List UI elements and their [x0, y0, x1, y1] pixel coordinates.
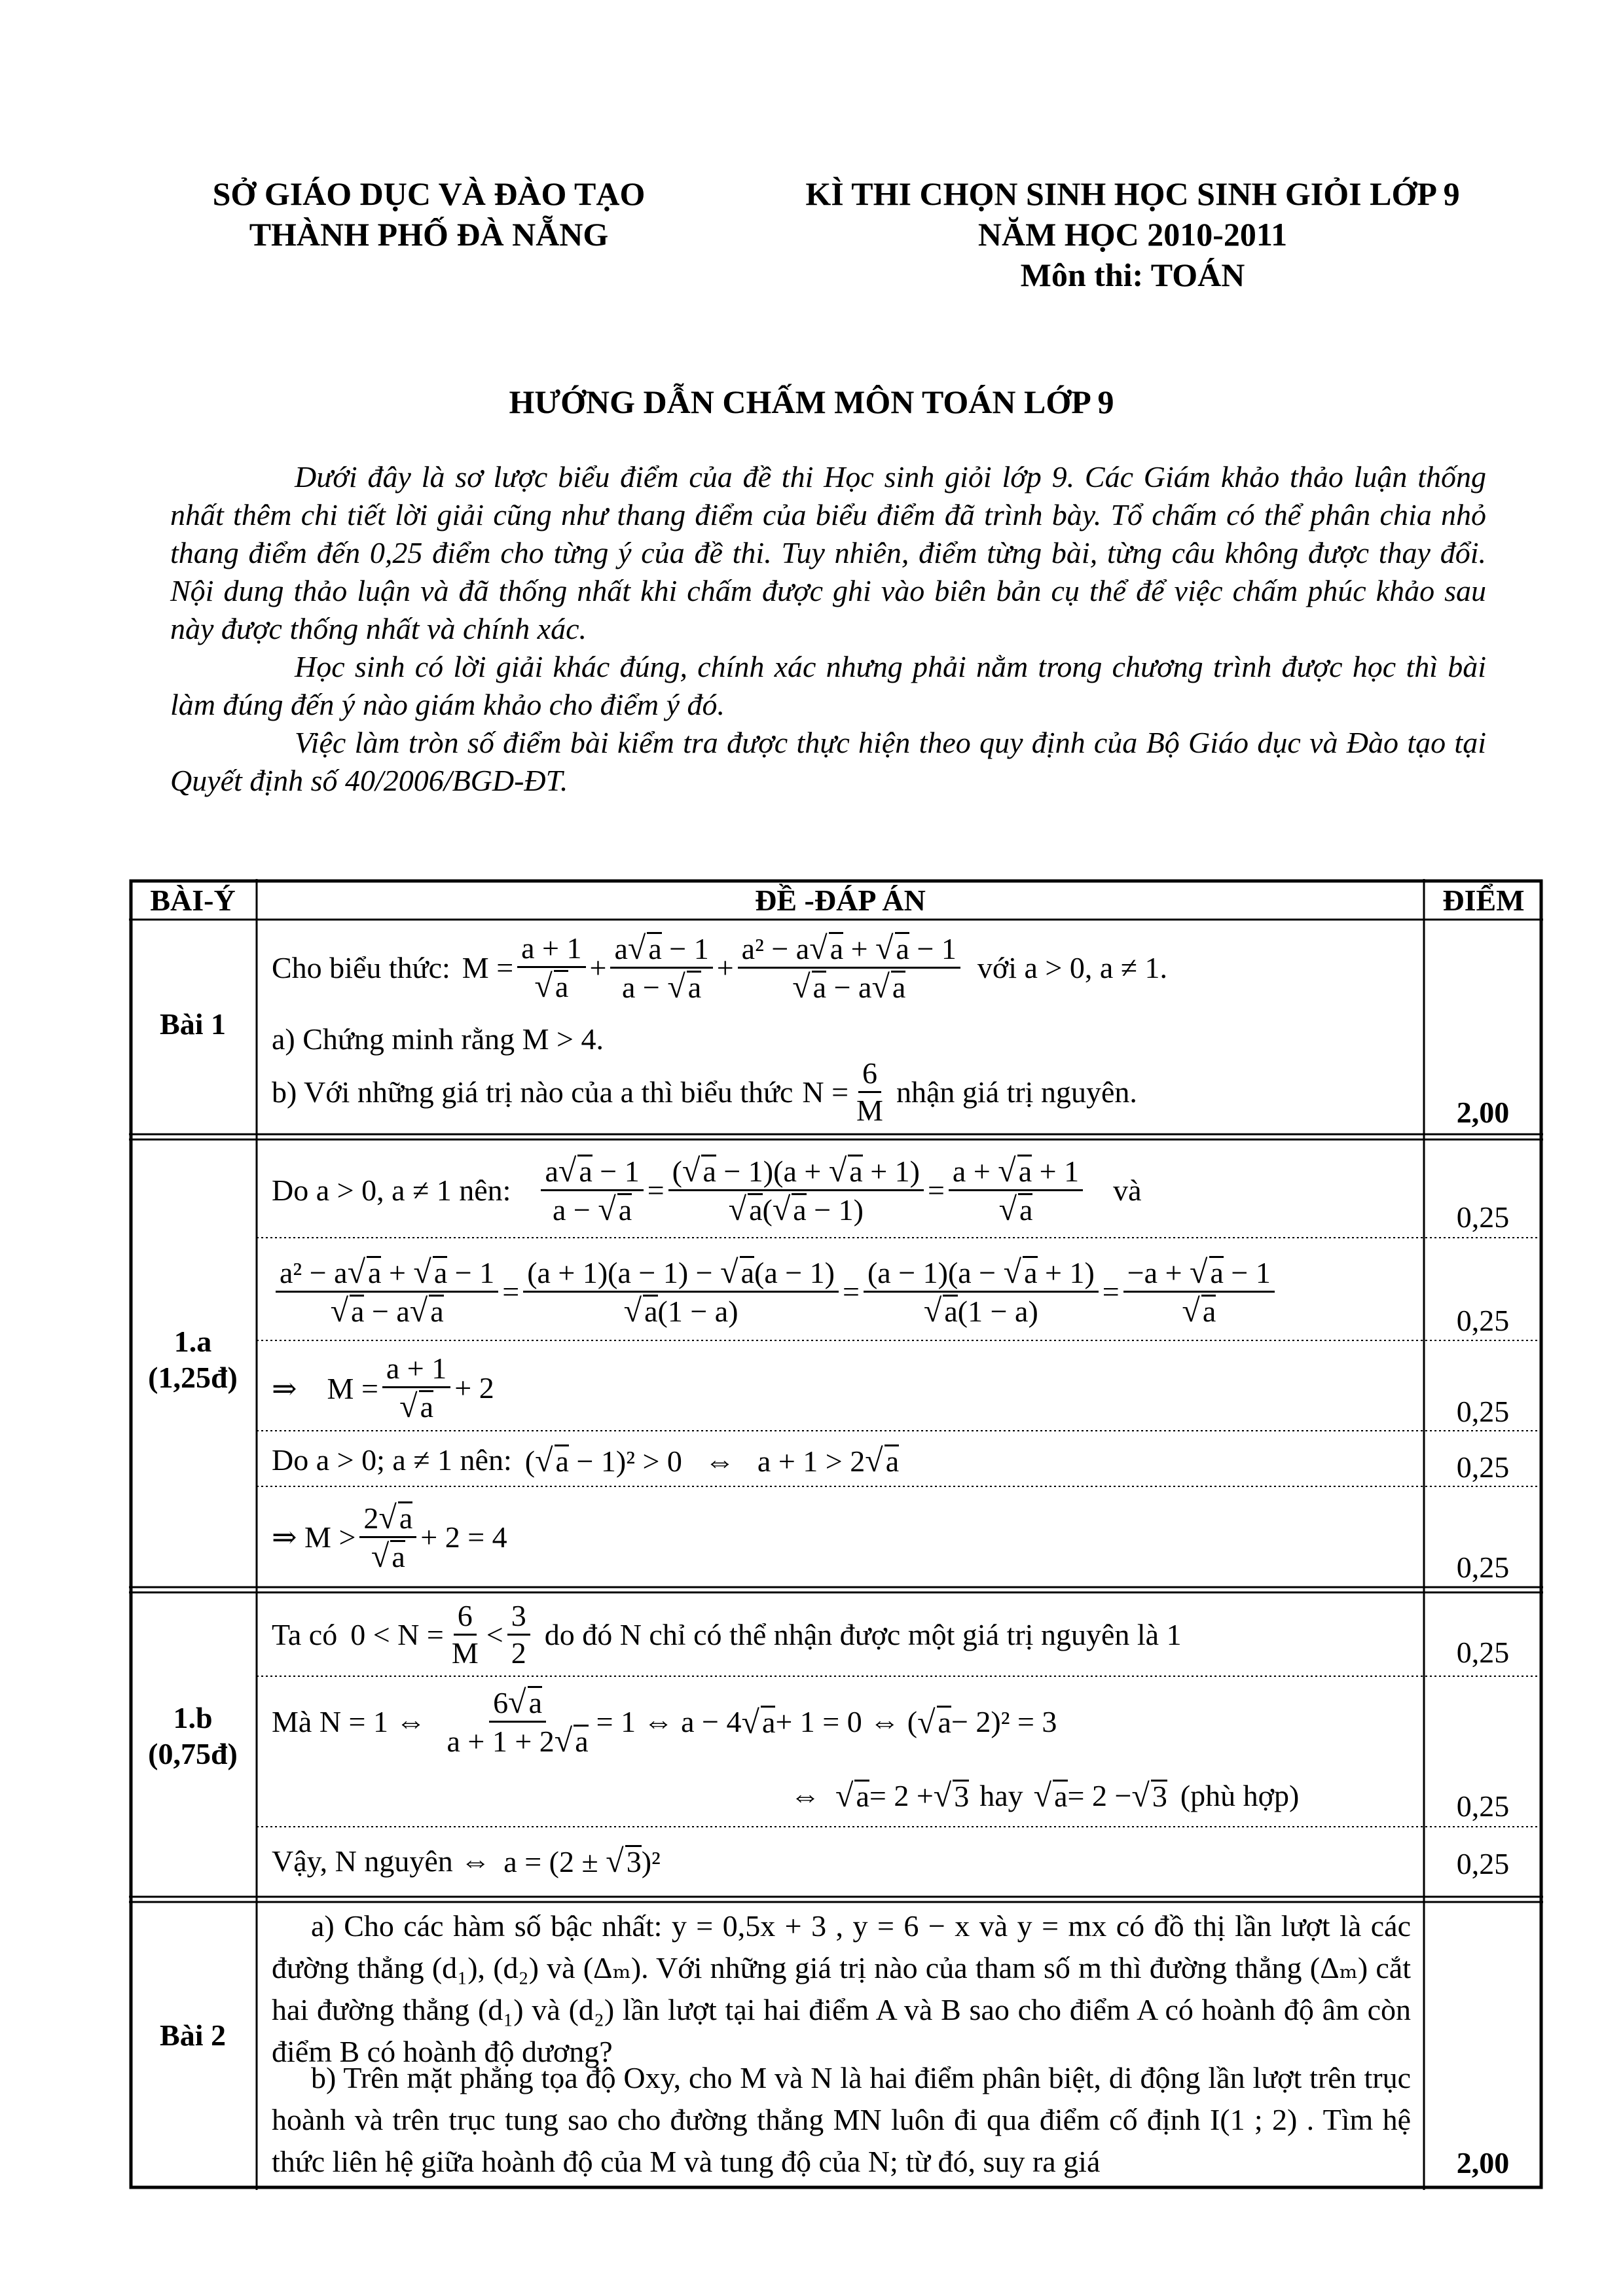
grading-table	[129, 879, 1543, 2190]
s1b-score-3: 0,25	[1456, 1847, 1510, 1880]
bai2-label: Bài 2	[160, 2018, 226, 2052]
col-header-diem: ĐIỂM	[1442, 884, 1525, 917]
col-header-dap-an: ĐỀ -ĐÁP ÁN	[755, 884, 926, 917]
s1a-line2: $\frac{\text{a² − a√a + √a − 1}}{√a - a√a}$ = $\frac{(a + 1)(a - 1) - √a(a - 1)}{√a(1 - a)}$ = $\frac{(a - 1)(a - √a + 1)}{√a(1 - a)}$ = $\frac{-a + √a - 1}{√a}$	[272, 1246, 1279, 1337]
bai1-condition: với a > 0, a ≠ 1.	[977, 950, 1168, 984]
s1a-line3: ⇒ M = $\frac{a + 1}{√a}$ + 2	[272, 1352, 494, 1424]
bai1-expression	[272, 925, 1167, 1010]
subject: Môn thi: TOÁN	[1020, 257, 1245, 293]
s1a-label: 1.a	[173, 1325, 212, 1358]
intro-paragraph-2: Học sinh có lời giải khác đúng, chính xác nhưng phải nằm trong chương trình được học thì bài làm đúng đến ý nào giám khảo cho điểm ý đó.	[170, 650, 1486, 721]
s1b-score-2: 0,25	[1456, 1789, 1510, 1823]
s1a-line4: Do a > 0; a ≠ 1 nên: (√a − 1)² > 0 ⇔ a + 1 > 2√a	[272, 1441, 900, 1479]
bai1-qb-prefix: b) Với những giá trị nào của a thì biểu thức	[272, 1075, 793, 1109]
s1a-line1	[272, 1144, 1142, 1236]
bai1-question-a: a) Chứng minh rằng M > 4.	[272, 1022, 604, 1056]
s1a-score-4: 0,25	[1456, 1450, 1510, 1484]
intro-text	[170, 458, 1486, 800]
bai1-formula-n: N = $\frac{6}{M}$	[802, 1056, 883, 1127]
s1a-points: (1,25đ)	[148, 1361, 238, 1394]
bai1-qb-suffix: nhận giá trị nguyên.	[896, 1075, 1137, 1109]
school-year: NĂM HỌC 2010-2011	[977, 216, 1288, 253]
bai1-intro-text: Cho biểu thức:	[272, 950, 450, 984]
bai2-question-a: a) Cho các hàm số bậc nhất: y = 0,5x + 3 , y = 6 − x và y = mx có đồ thị lần lượt là các đường thẳng (d₁), (d₂) và (Δₘ). Với những giá trị nào của tham số m thì đường thẳng (Δₘ) cắt hai đường thẳng (d₁) và (d₂) lần lượt tại hai điểm A và B sao cho điểm A có hoành độ âm còn điểm B có hoành độ dương?	[272, 1909, 1411, 2068]
s1a-score-3: 0,25	[1456, 1395, 1510, 1428]
s1b-line4: Vậy, N nguyên ⇔ a = (2 ± √3)²	[272, 1842, 661, 1879]
page-title: HƯỚNG DẪN CHẤM MÔN TOÁN LỚP 9	[509, 384, 1114, 420]
s1b-line3-suffix: (phù hợp)	[1180, 1778, 1300, 1812]
s1b-line1-prefix: Ta có	[272, 1617, 338, 1651]
s1b-line2-prefix: Mà N = 1 ⇔	[272, 1705, 426, 1738]
s1a-line1-prefix: Do a > 0, a ≠ 1 nên:	[272, 1173, 511, 1207]
s1b-score-1: 0,25	[1456, 1636, 1510, 1669]
s1b-line4-prefix: Vậy, N nguyên ⇔	[272, 1844, 491, 1878]
col-header-bai-y: BÀI-Ý	[150, 884, 236, 917]
intro-paragraph-3: Việc làm tròn số điểm bài kiểm tra được thực hiện theo quy định của Bộ Giáo dục và Đào tạo tại Quyết định số 40/2006/BGD-ĐT.	[170, 726, 1486, 797]
s1b-line1: Ta có 0 < N = $\frac{6}{M}$ < $\frac{3}{2}$ do đó N chỉ có thể nhận được một giá trị nguyên là 1	[272, 1598, 1182, 1670]
city-name: THÀNH PHỐ ĐÀ NẴNG	[249, 216, 609, 253]
bai1-question-b	[272, 1056, 1137, 1128]
exam-name: KÌ THI CHỌN SINH HỌC SINH GIỎI LỚP 9	[805, 175, 1460, 212]
s1b-points: (0,75đ)	[148, 1737, 238, 1770]
s1a-line5: ⇒ M > $\frac{2√a}{√a}$ + 2 = 4	[272, 1498, 507, 1574]
header-right	[740, 173, 1525, 295]
bai1-formula-m: M = $\frac{a + 1}{√a}$ + $\frac{a√a - 1}{a - √a}$ + $\frac{\text{a² − a√a + √a − 1}}{√a - a√a}$	[462, 930, 964, 1005]
s1b-label: 1.b	[173, 1701, 213, 1734]
s1a-score-1: 0,25	[1456, 1200, 1510, 1234]
s1b-line3: ⇔ √ a = 2 + √ 3 hay √ a = 2 − √ 3 (phù hợp)	[790, 1777, 1300, 1814]
bai1-label: Bài 1	[160, 1007, 226, 1041]
bai2-question-b: b) Trên mặt phẳng tọa độ Oxy, cho M và N là hai điểm phân biệt, di động lần lượt trên trục hoành và trên trục tung sao cho đường thẳng MN luôn đi qua điểm cố định I(1 ; 2) . Tìm hệ thức liên hệ giữa hoành độ của M và tung độ của N; từ đó, suy ra giá	[272, 2061, 1411, 2178]
intro-paragraph-1: Dưới đây là sơ lược biểu điểm của đề thi Học sinh giỏi lớp 9. Các Giám khảo thảo luận thống nhất thêm chi tiết lời giải cũng như thang điểm của biểu điểm đã trình bày. Tổ chấm có thể phân chia nhỏ thang điểm đến 0,25 điểm cho từng ý của đề thi. Tuy nhiên, điểm từng bài, từng câu không được thay đổi. Nội dung thảo luận và đã thống nhất khi chấm được ghi vào biên bản cụ thể để việc chấm phúc khảo sau này được thống nhất và chính xác.	[170, 460, 1486, 645]
s1b-line2: Mà N = 1 ⇔ $\frac{6√a}{a + 1 + 2√a}$ = 1 ⇔ a − 4 √ a + 1 = 0 ⇔ ( √ a − 2)² = 3	[272, 1683, 1057, 1759]
s1a-score-2: 0,25	[1456, 1304, 1510, 1337]
s1a-line1-formula: $\frac{a√a - 1}{a - √a}$ = $\frac{(√a - 1)(a + √a + 1)}{√a(√a - 1)}$ = $\frac{a + √a + 1}{√a}$	[537, 1153, 1087, 1228]
bai2-score: 2,00	[1456, 2146, 1510, 2179]
s1a-line1-suffix: và	[1113, 1173, 1142, 1207]
s1b-line3-mid: hay	[979, 1778, 1023, 1812]
s1a-score-5: 0,25	[1456, 1551, 1510, 1584]
bai1-score: 2,00	[1456, 1096, 1510, 1129]
s1b-line1-suffix: do đó N chỉ có thể nhận được một giá trị nguyên là 1	[544, 1617, 1182, 1651]
department-name: SỞ GIÁO DỤC VÀ ĐÀO TẠO	[212, 175, 646, 212]
s1a-line4-prefix: Do a > 0; a ≠ 1 nên:	[272, 1443, 512, 1477]
header-left	[151, 173, 707, 255]
